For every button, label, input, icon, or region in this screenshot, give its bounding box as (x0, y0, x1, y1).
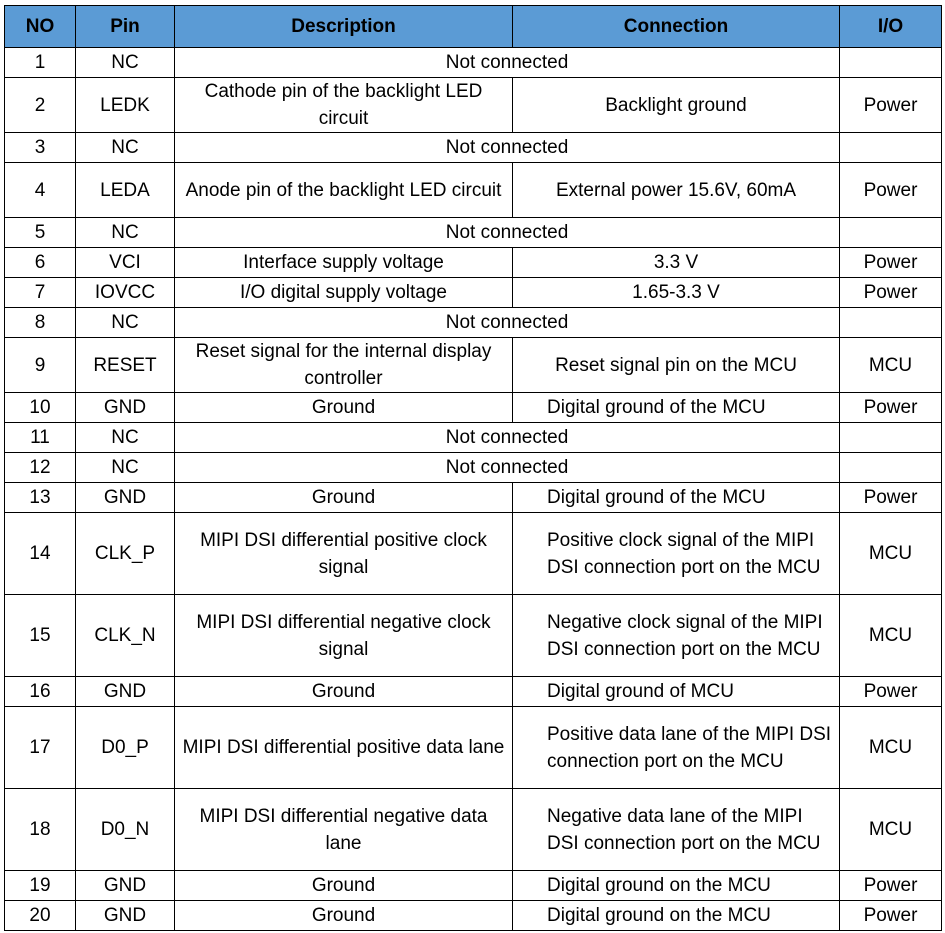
cell-io: MCU (840, 338, 942, 393)
cell-connection: Digital ground of MCU (513, 677, 840, 707)
table-row (5, 393, 942, 423)
cell-pin: LEDK (76, 78, 175, 133)
cell-no: 5 (5, 218, 76, 248)
cell-description: MIPI DSI differential positive clock signal (175, 513, 513, 595)
cell-no: 4 (5, 163, 76, 218)
cell-io: Power (840, 901, 942, 931)
cell-connection: Positive data lane of the MIPI DSI connection port on the MCU (513, 707, 840, 789)
cell-pin: GND (76, 871, 175, 901)
cell-no: 14 (5, 513, 76, 595)
cell-io: MCU (840, 513, 942, 595)
table-row (5, 218, 942, 248)
table-row (5, 901, 942, 931)
table-row (5, 48, 942, 78)
cell-io: Power (840, 278, 942, 308)
table-row (5, 338, 942, 393)
cell-not-connected: Not connected (175, 453, 840, 483)
cell-connection: Backlight ground (513, 78, 840, 133)
cell-description: Ground (175, 483, 513, 513)
cell-pin: CLK_N (76, 595, 175, 677)
table-row (5, 423, 942, 453)
cell-pin: RESET (76, 338, 175, 393)
cell-io: Power (840, 163, 942, 218)
cell-io: Power (840, 677, 942, 707)
pin-table (4, 5, 942, 931)
cell-io: Power (840, 78, 942, 133)
table-row (5, 677, 942, 707)
cell-io: MCU (840, 789, 942, 871)
cell-no: 13 (5, 483, 76, 513)
cell-connection: Digital ground of the MCU (513, 483, 840, 513)
cell-io (840, 453, 942, 483)
cell-description: Ground (175, 677, 513, 707)
cell-connection: Reset signal pin on the MCU (513, 338, 840, 393)
header-no: NO (5, 6, 76, 48)
cell-not-connected: Not connected (175, 218, 840, 248)
cell-io (840, 133, 942, 163)
table-row (5, 248, 942, 278)
cell-connection: 3.3 V (513, 248, 840, 278)
cell-connection: Digital ground on the MCU (513, 901, 840, 931)
cell-description: Ground (175, 871, 513, 901)
table-row (5, 133, 942, 163)
cell-no: 19 (5, 871, 76, 901)
table-row (5, 513, 942, 595)
table-row (5, 789, 942, 871)
cell-no: 1 (5, 48, 76, 78)
header-connection: Connection (513, 6, 840, 48)
cell-pin: GND (76, 677, 175, 707)
cell-pin: NC (76, 48, 175, 78)
table-row (5, 871, 942, 901)
table-row (5, 483, 942, 513)
cell-description: Ground (175, 901, 513, 931)
cell-description: MIPI DSI differential positive data lane (175, 707, 513, 789)
cell-pin: NC (76, 423, 175, 453)
cell-pin: NC (76, 133, 175, 163)
cell-not-connected: Not connected (175, 48, 840, 78)
cell-description: MIPI DSI differential negative clock signal (175, 595, 513, 677)
table-row (5, 163, 942, 218)
cell-description: Cathode pin of the backlight LED circuit (175, 78, 513, 133)
cell-pin: D0_N (76, 789, 175, 871)
cell-io (840, 423, 942, 453)
cell-io: MCU (840, 707, 942, 789)
cell-no: 11 (5, 423, 76, 453)
table-row (5, 278, 942, 308)
cell-connection: Digital ground on the MCU (513, 871, 840, 901)
table-row (5, 453, 942, 483)
cell-description: Interface supply voltage (175, 248, 513, 278)
cell-pin: GND (76, 483, 175, 513)
cell-no: 20 (5, 901, 76, 931)
table-row (5, 308, 942, 338)
cell-io: Power (840, 483, 942, 513)
cell-no: 2 (5, 78, 76, 133)
cell-not-connected: Not connected (175, 308, 840, 338)
cell-description: Anode pin of the backlight LED circuit (175, 163, 513, 218)
cell-not-connected: Not connected (175, 423, 840, 453)
cell-connection: 1.65-3.3 V (513, 278, 840, 308)
cell-no: 8 (5, 308, 76, 338)
cell-connection: Negative clock signal of the MIPI DSI connection port on the MCU (513, 595, 840, 677)
cell-pin: NC (76, 308, 175, 338)
table-row (5, 707, 942, 789)
cell-no: 7 (5, 278, 76, 308)
cell-no: 18 (5, 789, 76, 871)
cell-no: 12 (5, 453, 76, 483)
table-row (5, 595, 942, 677)
cell-connection: Positive clock signal of the MIPI DSI connection port on the MCU (513, 513, 840, 595)
cell-no: 6 (5, 248, 76, 278)
cell-pin: CLK_P (76, 513, 175, 595)
header-pin: Pin (76, 6, 175, 48)
cell-io (840, 218, 942, 248)
cell-no: 9 (5, 338, 76, 393)
cell-pin: NC (76, 218, 175, 248)
cell-no: 3 (5, 133, 76, 163)
header-io: I/O (840, 6, 942, 48)
cell-pin: NC (76, 453, 175, 483)
cell-pin: GND (76, 393, 175, 423)
cell-io (840, 48, 942, 78)
header-row (5, 6, 942, 48)
cell-io (840, 308, 942, 338)
cell-description: Ground (175, 393, 513, 423)
cell-no: 15 (5, 595, 76, 677)
cell-no: 16 (5, 677, 76, 707)
table-row (5, 78, 942, 133)
cell-description: Reset signal for the internal display controller (175, 338, 513, 393)
cell-io: Power (840, 871, 942, 901)
cell-pin: VCI (76, 248, 175, 278)
cell-connection: External power 15.6V, 60mA (513, 163, 840, 218)
cell-not-connected: Not connected (175, 133, 840, 163)
cell-no: 17 (5, 707, 76, 789)
cell-description: MIPI DSI differential negative data lane (175, 789, 513, 871)
cell-pin: LEDA (76, 163, 175, 218)
cell-pin: IOVCC (76, 278, 175, 308)
cell-description: I/O digital supply voltage (175, 278, 513, 308)
cell-io: Power (840, 248, 942, 278)
header-description: Description (175, 6, 513, 48)
cell-connection: Digital ground of the MCU (513, 393, 840, 423)
cell-io: Power (840, 393, 942, 423)
cell-no: 10 (5, 393, 76, 423)
cell-io: MCU (840, 595, 942, 677)
cell-pin: D0_P (76, 707, 175, 789)
cell-pin: GND (76, 901, 175, 931)
cell-connection: Negative data lane of the MIPI DSI connection port on the MCU (513, 789, 840, 871)
